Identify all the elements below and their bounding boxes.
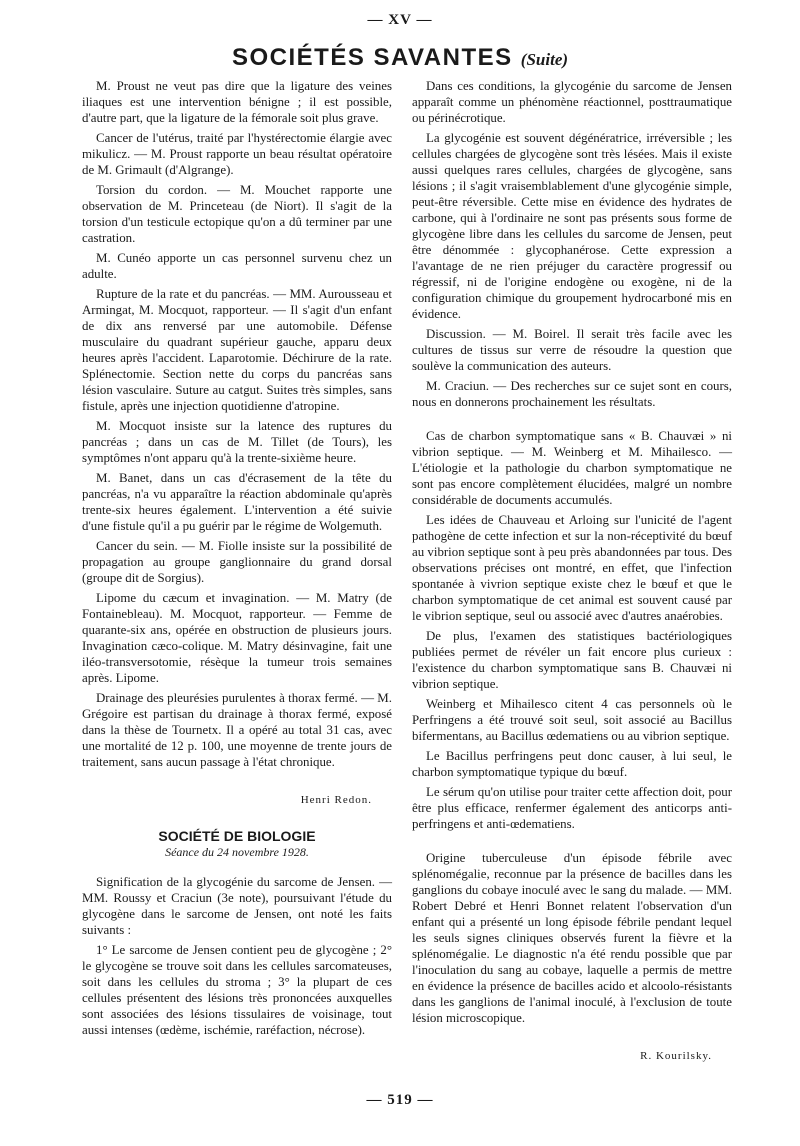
paragraph: Discussion. — M. Boirel. Il serait très facile avec les cultures de tissus sur verre de résoudre la question que soulève la communication des auteurs. [412,327,732,373]
paragraph: Cancer du sein. — M. Fiolle insiste sur la possibilité de propagation au groupe ganglionnaire du grand dorsal (groupe dit de Sorgius). [82,539,392,585]
paragraph: La glycogénie est souvent dégénératrice, irréversible ; les cellules chargées de glycogène sont très lésées. Mais il existe aussi quelques rares cellules, chargées de glycogène, sans lésions ; il s'agit vraisemblablement d'une glycogénie simple, peut-être réversible. Cette mise en évidence des hydrates de carbone, qui à l'ordinaire ne sont pas présents sous forme de glycogène libre dans les cellules du sarcome de Jensen, peut être dénommée : glycophanérose. Cette expression a l'avantage de ne rien préjuger du caractère progressif ou régressif, ni de l'origine endogène ou exogène, ni de la configuration chimique du groupement hydrocarboné mis en évidence. [412,131,732,321]
paragraph: Dans ces conditions, la glycogénie du sarcome de Jensen apparaît comme un phénomène réactionnel, posttraumatique ou périnécrotique. [412,79,732,125]
spacer [412,836,732,850]
signature-left: Henri Redon. [300,794,372,806]
paragraph: Drainage des pleurésies purulentes à thorax fermé. — M. Grégoire est partisan du drainage à thorax fermé, exposé dans la thèse de Tournetx. Il a opéré au total 31 cas, avec une mortalité de 12 p. 100, une moyenne de trente jours de traitement, sans aucun passage à l'état chronique. [82,691,392,769]
title-suffix: (Suite) [520,50,569,69]
paragraph: Le sérum qu'on utilise pour traiter cette affection doit, pour être plus efficace, renfermer également des anticorps anti-perfringens et anti-œdematiens. [412,785,732,831]
paragraph: Signification de la glycogénie du sarcome de Jensen. — MM. Roussy et Craciun (3e note), poursuivant l'étude du glycogène dans le sarcome de Jensen, ont noté les faits suivants : [82,875,392,937]
paragraph: M. Mocquot insiste sur la latence des ruptures du pancréas ; dans un cas de M. Tillet (de Tours), les symptômes n'ont apparu qu'à la trente-sixième heure. [82,419,392,465]
paragraph: Lipome du cæcum et invagination. — M. Matry (de Fontainebleau). M. Mocquot, rapporteur. — Femme de quarante-six ans, opérée en obstruction de plusieurs jours. Invagination cæco-colique. M. Matry désinvagine, fait une iléo-transversotomie, résèque la tumeur trois semaines après. Lipome. [82,591,392,685]
paragraph: De plus, l'examen des statistiques bactériologiques publiées permet de révéler un fait encore plus curieux : l'existence du charbon symptomatique sans B. Chauvæi ni vibrion septique. [412,629,732,691]
title-text: SOCIÉTÉS SAVANTES [231,44,513,71]
paragraph: Rupture de la rate et du pancréas. — MM. Aurousseau et Armingat, M. Mocquot, rapporteur. — Il s'agit d'un enfant de dix ans renversé par une automobile. Défense musculaire du quadrant supérieur gauche, apparu deux heures après l'accident. Laparotomie. Déchirure de la rate. Splénectomie. Section nette du corps du pancréas sans lésion vasculaire. Suture au catgut. Suites très simples, sans fistule, après une injection quotidienne d'atropine. [82,287,392,413]
paragraph: Cas de charbon symptomatique sans « B. Chauvæi » ni vibrion septique. — M. Weinberg et M. Mihailesco. — L'étiologie et la pathologie du charbon symptomatique ne sont pas encore complètement élucidées, malgré un nombre considérable de documents accumulés. [412,429,732,507]
paragraph: Cancer de l'utérus, traité par l'hystérectomie élargie avec mikulicz. — M. Proust rapporte un beau résultat opératoire de M. Grimault (d'Algrange). [82,131,392,177]
page-title [0,44,800,72]
page-number-bottom: — 519 — [366,1092,434,1108]
paragraph: M. Proust ne veut pas dire que la ligature des veines iliaques est une intervention bénigne ; il est possible, d'autre part, que la ligature de la fémorale soit plus grave. [82,79,392,125]
spacer [412,414,732,428]
paragraph: Torsion du cordon. — M. Mouchet rapporte une observation de M. Princeteau (de Niort). Il s'agit de la torsion d'un testicule ectopique qu'on a dû terminer par une castration. [82,183,392,245]
left-column [82,78,392,1042]
signature-right: R. Kourilsky. [640,1050,712,1062]
paragraph: M. Cunéo apporte un cas personnel survenu chez un adulte. [82,251,392,281]
paragraph: Le Bacillus perfringens peut donc causer, à lui seul, le charbon symptomatique typique du bœuf. [412,749,732,779]
paragraph: Les idées de Chauveau et Arloing sur l'unicité de l'agent pathogène de cette infection et sur la non-réceptivité du bœuf au vibrion septique sont à peu près abandonnées par tous. Des observations précises ont montré, en effet, que l'infection spontanée à vivrion septique existe chez le bœuf et que le charbon symptomatique de cet animal est souvent causé par le vibrion septique, seul ou associé avec d'autres anaérobies. [412,513,732,623]
page-number-top: — XV — [367,12,433,28]
paragraph: M. Craciun. — Des recherches sur ce sujet sont en cours, nous en donnerons prochainement les résultats. [412,379,732,409]
paragraph: Weinberg et Mihailesco citent 4 cas personnels où le Perfringens a été trouvé soit seul, soit associé au Bacillus bifermentans, au Bacillus œdematiens ou au vibrion septique. [412,697,732,743]
paragraph: Origine tuberculeuse d'un épisode fébrile avec splénomégalie, reconnue par la présence de bacilles dans les ganglions du cobaye inoculé avec le sang du malade. — MM. Robert Debré et Henri Bonnet relatent l'observation d'un enfant qui a présenté un long épisode fébrile pendant lequel les seuls signes cliniques observés furent la fièvre et la splénomégalie. Le diagnostic n'a été rendu possible que par l'inoculation du sang au cobaye, laquelle a permis de mettre en évidence la présence de bacilles acido et alcoolo-résistants dans les ganglions de l'animal inoculé, à l'exclusion de toute lésion microscopique. [412,851,732,1025]
paragraph: 1° Le sarcome de Jensen contient peu de glycogène ; 2° le glycogène se trouve soit dans les cellules sarcomateuses, soit dans les cellules du stroma ; 3° la plupart de ces cellules présentent des lésions très prononcées auxquelles sont associées des lésions tissulaires de voisinage, tout aussi intenses (œdème, ischémie, raréfaction, nécrose). [82,943,392,1037]
right-column [412,78,732,1084]
paragraph: M. Banet, dans un cas d'écrasement de la tête du pancréas, n'a vu apparaître la réaction abdominale qu'après trente-six heures également. L'intervention a été suivie d'une fistule qu'il a pu guérir par le régime de Wolgemuth. [82,471,392,533]
section-title-biology: SOCIÉTÉ DE BIOLOGIE [158,828,316,844]
section-date: Séance du 24 novembre 1928. [165,845,309,859]
